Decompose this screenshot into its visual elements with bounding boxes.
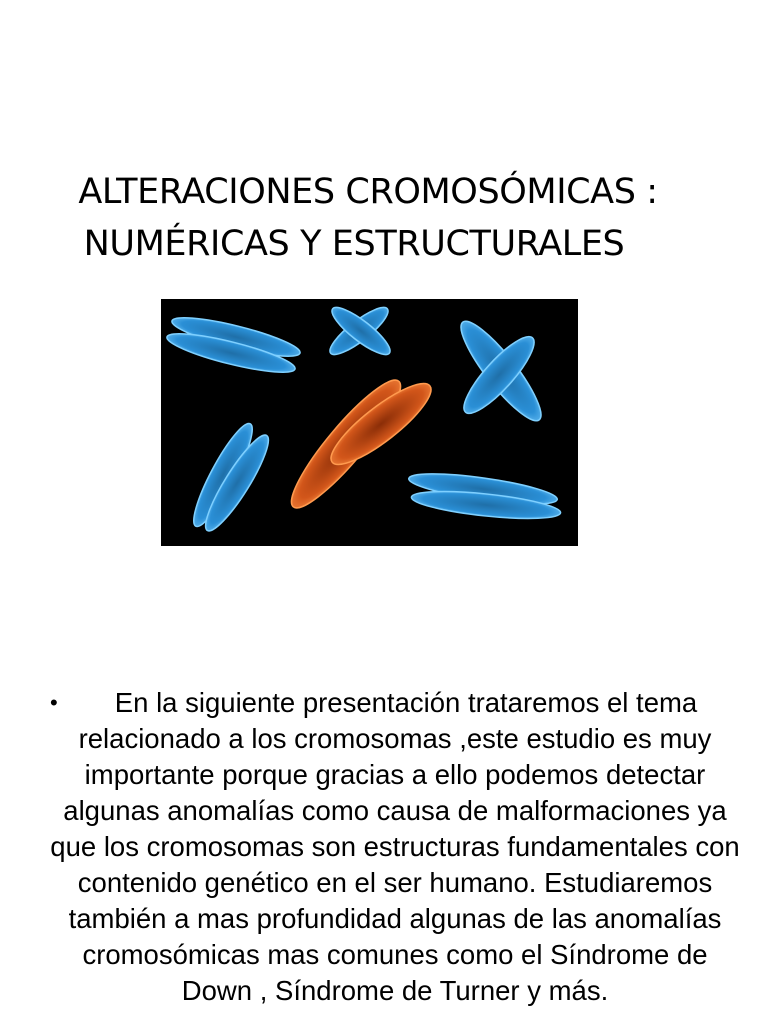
bullet-item — [50, 685, 740, 1009]
bullet-list — [50, 685, 740, 1009]
bullet-text: En la siguiente presentación trataremos el tema relacionado a los cromosomas ,este estudio es muy importante porque gracias a ello podemos detectar algunas anomalías como causa de malformaciones ya que los cromosomas son estructuras fundamentales con contenido genético en el ser humano. Estudiaremos también a mas profundidad algunas de las anomalías cromosómicas mas comunes como el Síndrome de Down , Síndrome de Turner y más. — [50, 687, 740, 1006]
slide-title-line-1: ALTERACIONES CROMOSÓMICAS : — [78, 172, 658, 212]
slide-title — [0, 166, 736, 270]
slide-title-line-2: NUMÉRICAS Y ESTRUCTURALES — [83, 224, 625, 264]
bullet-marker: • — [50, 690, 58, 715]
chromosomes-image — [161, 299, 578, 546]
chromosomes-illustration — [161, 299, 578, 546]
